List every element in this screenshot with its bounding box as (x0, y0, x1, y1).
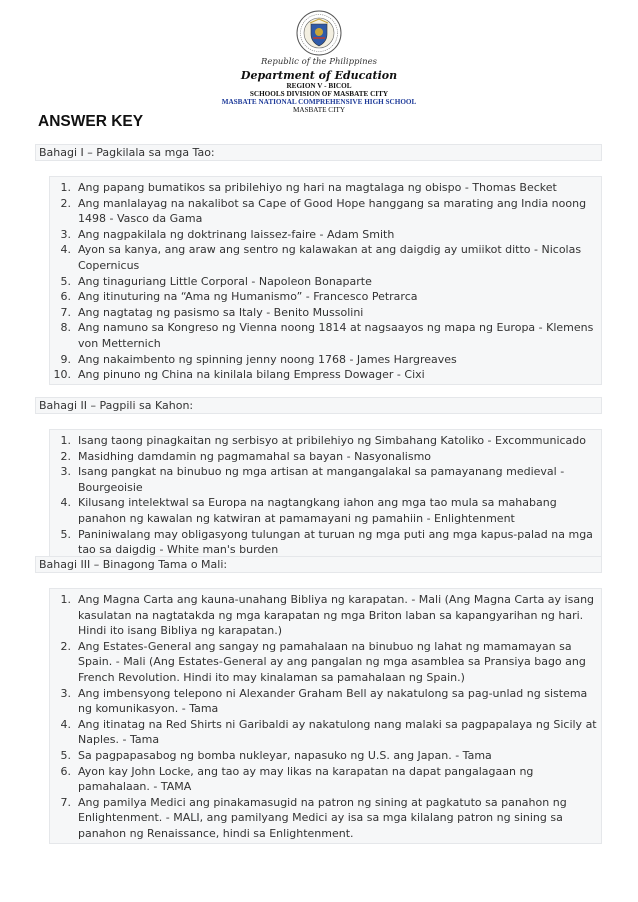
section-heading-2: Bahagi II – Pagpili sa Kahon: (35, 397, 602, 414)
list-item: 10. Ang pinuno ng China na kinilala bilang Empress Dowager - Cixi (53, 368, 425, 382)
division-text: SCHOOLS DIVISION OF MASBATE CITY (249, 90, 389, 98)
department-name: Department of Education (240, 69, 398, 82)
school-name: MASBATE NATIONAL COMPREHENSIVE HIGH SCHOOL (221, 98, 417, 106)
page-title: ANSWER KEY (38, 113, 144, 130)
list-item: 1. Ang papang bumatikos sa pribilehiyo ng hari na magtalaga ng obispo - Thomas Becket (60, 181, 557, 194)
list-item: 9. Ang nakaimbento ng spinning jenny noong 1768 - James Hargreaves (60, 352, 457, 366)
answer-list-3 (49, 588, 602, 844)
republic-text: Republic of the Philippines (260, 57, 378, 67)
list-item: 5. Paniniwalang may obligasyong tulungan at turuan ng mga puti ang mga kapus-palad na mga tao sa daigdig - White man's burden (60, 527, 593, 557)
list-item: 3. Ang nagpakilala ng doktrinang laissez-faire - Adam Smith (60, 227, 395, 241)
list-item: 5. Sa pagpapasabog ng bomba nukleyar, napasuko ng U.S. ang Japan. - Tama (60, 748, 492, 762)
list-item: 5. Ang tinaguriang Little Corporal - Napoleon Bonaparte (60, 274, 372, 288)
list-item: 7. Ang pamilya Medici ang pinakamasugid na patron ng sining at pagkatuto sa panahon ng Enlightenment. - MALI, ang pamilyang Medici ay isa sa mga kilalang patron ng sining sa panahon ng Renaissance, hindi sa Enlightenment. (60, 795, 567, 840)
section-heading-1: Bahagi I – Pagkilala sa mga Tao: (35, 144, 602, 161)
list-item: 2. Ang manlalayag na nakalibot sa Cape of Good Hope hanggang sa marating ang India noong 1498 - Vasco da Gama (60, 196, 587, 226)
list-item: 4. Ayon sa kanya, ang araw ang sentro ng kalawakan at ang daigdig ay umiikot ditto - Nicolas Copernicus (60, 243, 582, 272)
answer-list-2 (49, 429, 602, 560)
list-item: 6. Ayon kay John Locke, ang tao ay may likas na karapatan na dapat pangalagaan ng pamahalaan. - TAMA (60, 764, 534, 794)
list-item: 2. Ang Estates-General ang sangay ng pamahalaan na binubuo ng lahat ng mamamayan sa Spain. - Mali (Ang Estates-General ay ang pangalan ng mga asamblea sa Pransiya bago ang French Revolution. Hindi ito may kinalaman sa pamahalaan ng Spain.) (60, 639, 586, 684)
list-item: 7. Ang nagtatag ng pasismo sa Italy - Benito Mussolini (60, 305, 364, 319)
deped-seal-icon (296, 10, 342, 56)
list-item: 6. Ang itinuturing na “Ama ng Humanismo” - Francesco Petrarca (60, 290, 418, 304)
list-item: 4. Ang itinatag na Red Shirts ni Garibaldi ay nakatulong nang malaki sa pagpapalaya ng Sicily at Naples. - Tama (60, 717, 597, 747)
region-text: REGION V - BICOL (286, 82, 352, 90)
city-text: MASBATE CITY (292, 106, 346, 114)
list-item: 3. Ang imbensyong telepono ni Alexander Graham Bell ay nakatulong sa pag-unlad ng sistema ng komunikasyon. - Tama (60, 686, 588, 716)
list-item: 1. Isang taong pinagkaitan ng serbisyo at pribilehiyo ng Simbahang Katoliko - Excommunicado (60, 434, 586, 447)
letterhead (0, 10, 638, 114)
list-item: 3. Isang pangkat na binubuo ng mga artisan at mangangalakal sa pamayanang medieval - Bourgeoisie (60, 465, 565, 494)
list-item: 4. Kilusang intelektwal sa Europa na nagtangkang iahon ang mga tao mula sa mahabang panahon ng kawalan ng katwiran at pamamayani ng pamahiin - Enlightenment (60, 496, 557, 525)
list-item: 8. Ang namuno sa Kongreso ng Vienna noong 1814 at nagsaayos ng mapa ng Europa - Klemens von Metternich (60, 321, 594, 350)
section-heading-3: Bahagi III – Binagong Tama o Mali: (35, 556, 602, 573)
list-item: 2. Masidhing damdamin ng pagmamahal sa bayan - Nasyonalismo (60, 449, 432, 463)
answer-list-1 (49, 176, 602, 385)
list-item: 1. Ang Magna Carta ang kauna-unahang Bibliya ng karapatan. - Mali (Ang Magna Carta ay isang kasulatan na nagtatakda ng mga karapatan ng mga Briton laban sa kapangyarihan ng hari. Hindi ito isang Bibliya ng karapatan.) (60, 593, 595, 638)
